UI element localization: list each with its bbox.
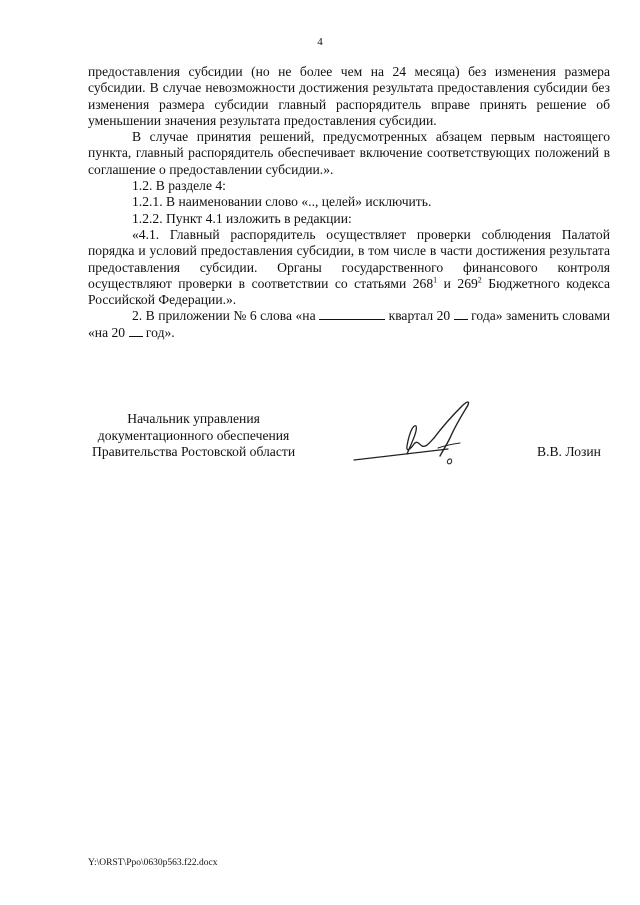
- handwritten-signature: [352, 394, 482, 474]
- paragraph-continuation: предоставления субсидии (но не более чем на 24 месяца) без изменения размера субсидии. В случае невозможности достижения результата предоставления субсидии без изменения размера субсидии главный распорядитель вправе принять решение об уменьшении значения результата предоставления субсидии.: [88, 64, 610, 128]
- article-269: 269: [457, 275, 478, 291]
- signatory-name: В.В. Лозин: [537, 444, 601, 459]
- budget-code-ref: Бюджетного кодекса Российской Федерации.».: [88, 275, 610, 308]
- appendix-text-mid2: года» заменить словами «на 20: [88, 308, 611, 340]
- document-body: [88, 64, 610, 341]
- paragraph-section-4: 1.2. В разделе 4:: [132, 178, 226, 194]
- paragraph-1-2-1: 1.2.1. В наименовании слово «.., целей» исключить.: [132, 194, 432, 210]
- paragraph-1-2-2: 1.2.2. Пункт 4.1 изложить в редакции:: [132, 210, 352, 226]
- appendix-text-mid1: квартал 20: [388, 308, 451, 324]
- article-269-sup: 2: [477, 275, 482, 285]
- paragraph-appendix-6: [88, 308, 610, 341]
- page-number: 4: [317, 36, 323, 48]
- blank-year-1: [454, 309, 468, 320]
- signatory-line-1: Начальник управления: [127, 411, 260, 426]
- signatory-title: [92, 411, 295, 461]
- blank-quarter: [319, 309, 385, 320]
- signatory-line-2: документационного обеспечения: [97, 427, 290, 443]
- article-268: 268: [412, 275, 434, 291]
- paragraph-4-1-text: «4.1. Главный распорядитель осуществляет проверки соблюдения Палатой порядка и условий предоставления субсидии, в том числе в части достижения результата предоставления субсидии. Органы государственного финансового контроля осуществляют проверки в соответствии со статьями: [88, 226, 610, 291]
- appendix-text-start: 2. В приложении № 6 слова «на: [132, 308, 316, 324]
- article-268-sup: 1: [433, 275, 438, 285]
- file-path: Y:\ORST\Ppo\0630p563.f22.docx: [88, 858, 218, 868]
- conjunction-and: и: [443, 275, 451, 291]
- paragraph-decisions: В случае принятия решений, предусмотренных абзацем первым настоящего пункта, главный распорядитель обеспечивает включение соответствующих положений в соглашение о предоставлении субсидии.».: [88, 129, 610, 177]
- signatory-line-3: Правительства Ростовской области: [92, 444, 296, 459]
- paragraph-4-1: [88, 227, 610, 308]
- blank-year-2: [129, 326, 143, 337]
- appendix-text-end: год».: [145, 324, 175, 340]
